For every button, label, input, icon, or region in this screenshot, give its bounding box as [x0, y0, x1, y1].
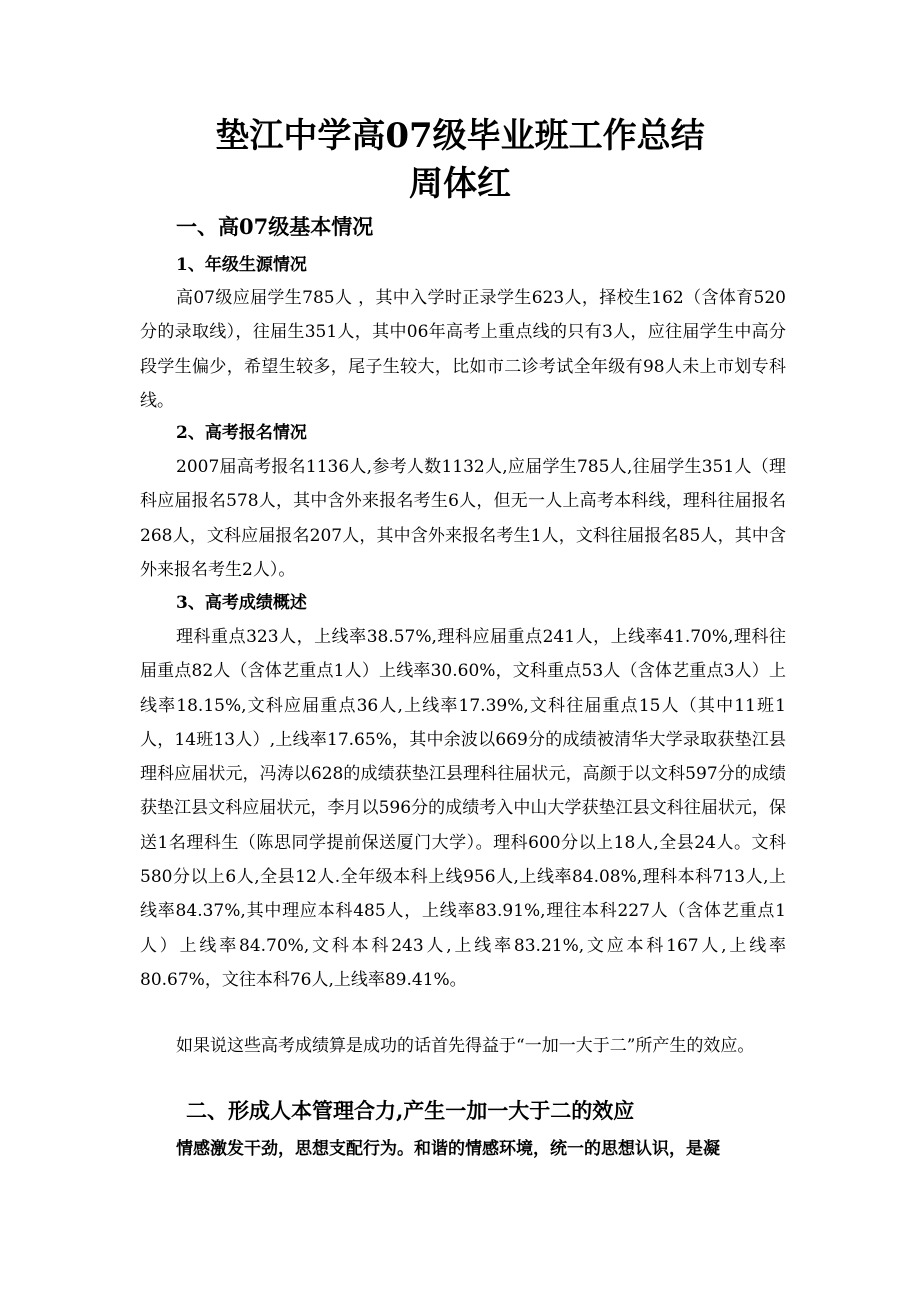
sub2-heading: 2、高考报名情况	[176, 423, 307, 443]
sub3-heading: 3、高考成绩概述	[176, 593, 307, 613]
sub1-paragraph: 高07级应届学生785人 ，其中入学时正录学生623人，择校生162（含体育520分的录取线），往届生351人，其中06年高考上重点线的只有3人，应往届学生中高分段学生偏少，希望生较多，尾子生较大，比如市二诊考试全年级有98人未上市划专科线。	[140, 288, 786, 411]
sub3-conclusion: 如果说这些高考成绩算是成功的话首先得益于“一加一大于二”所产生的效应。	[176, 1036, 755, 1056]
sub3-paragraph: 理科重点323人，上线率38.57%,理科应届重点241人，上线率41.70%,理科往届重点82人（含体艺重点1人）上线率30.60%，文科重点53人（含体艺重点3人）上线率18.15%,文科应届重点36人,上线率17.39%,文科往届重点15人（其中11班1人，14班13人）,上线率17.65%，其中余波以669分的成绩被清华大学录取获垫江县理科应届状元，冯涛以628的成绩获垫江县理科往届状元，高颜于以文科597分的成绩获垫江县文科应届状元，李月以596分的成绩考入中山大学获垫江县文科往届状元，保送1名理科生（陈思同学提前保送厦门大学）。理科600分以上18人,全县24人。文科580分以上6人,全县12人.全年级本科上线956人,上线率84.08%,理科本科713人,上线率84.37%,其中理应本科485人，上线率83.91%,理往本科227人（含体艺重点1人）上线率84.70%,文科本科243人,上线率83.21%,文应本科167人,上线率80.67%，文往本科76人,上线率89.41%。	[140, 627, 786, 990]
document-title: 垫江中学高07级毕业班工作总结	[215, 116, 705, 156]
sub1-heading: 1、年级生源情况	[176, 255, 307, 275]
sub2-paragraph: 2007届高考报名1136人,参考人数1132人,应届学生785人,往届学生351人（理科应届报名578人，其中含外来报名考生6人，但无一人上高考本科线，理科往届报名268人，文科应届报名207人，其中含外来报名考生1人，文科往届报名85人，其中含外来报名考生2人）。	[140, 457, 786, 580]
section2-lead: 情感激发干劲，思想支配行为。和谐的情感环境，统一的思想认识，是凝	[176, 1139, 720, 1159]
section2-heading: 二、形成人本管理合力,产生一加一大于二的效应	[186, 1098, 635, 1123]
section1-heading: 一、高07级基本情况	[176, 214, 374, 239]
document-author: 周体红	[409, 164, 511, 204]
